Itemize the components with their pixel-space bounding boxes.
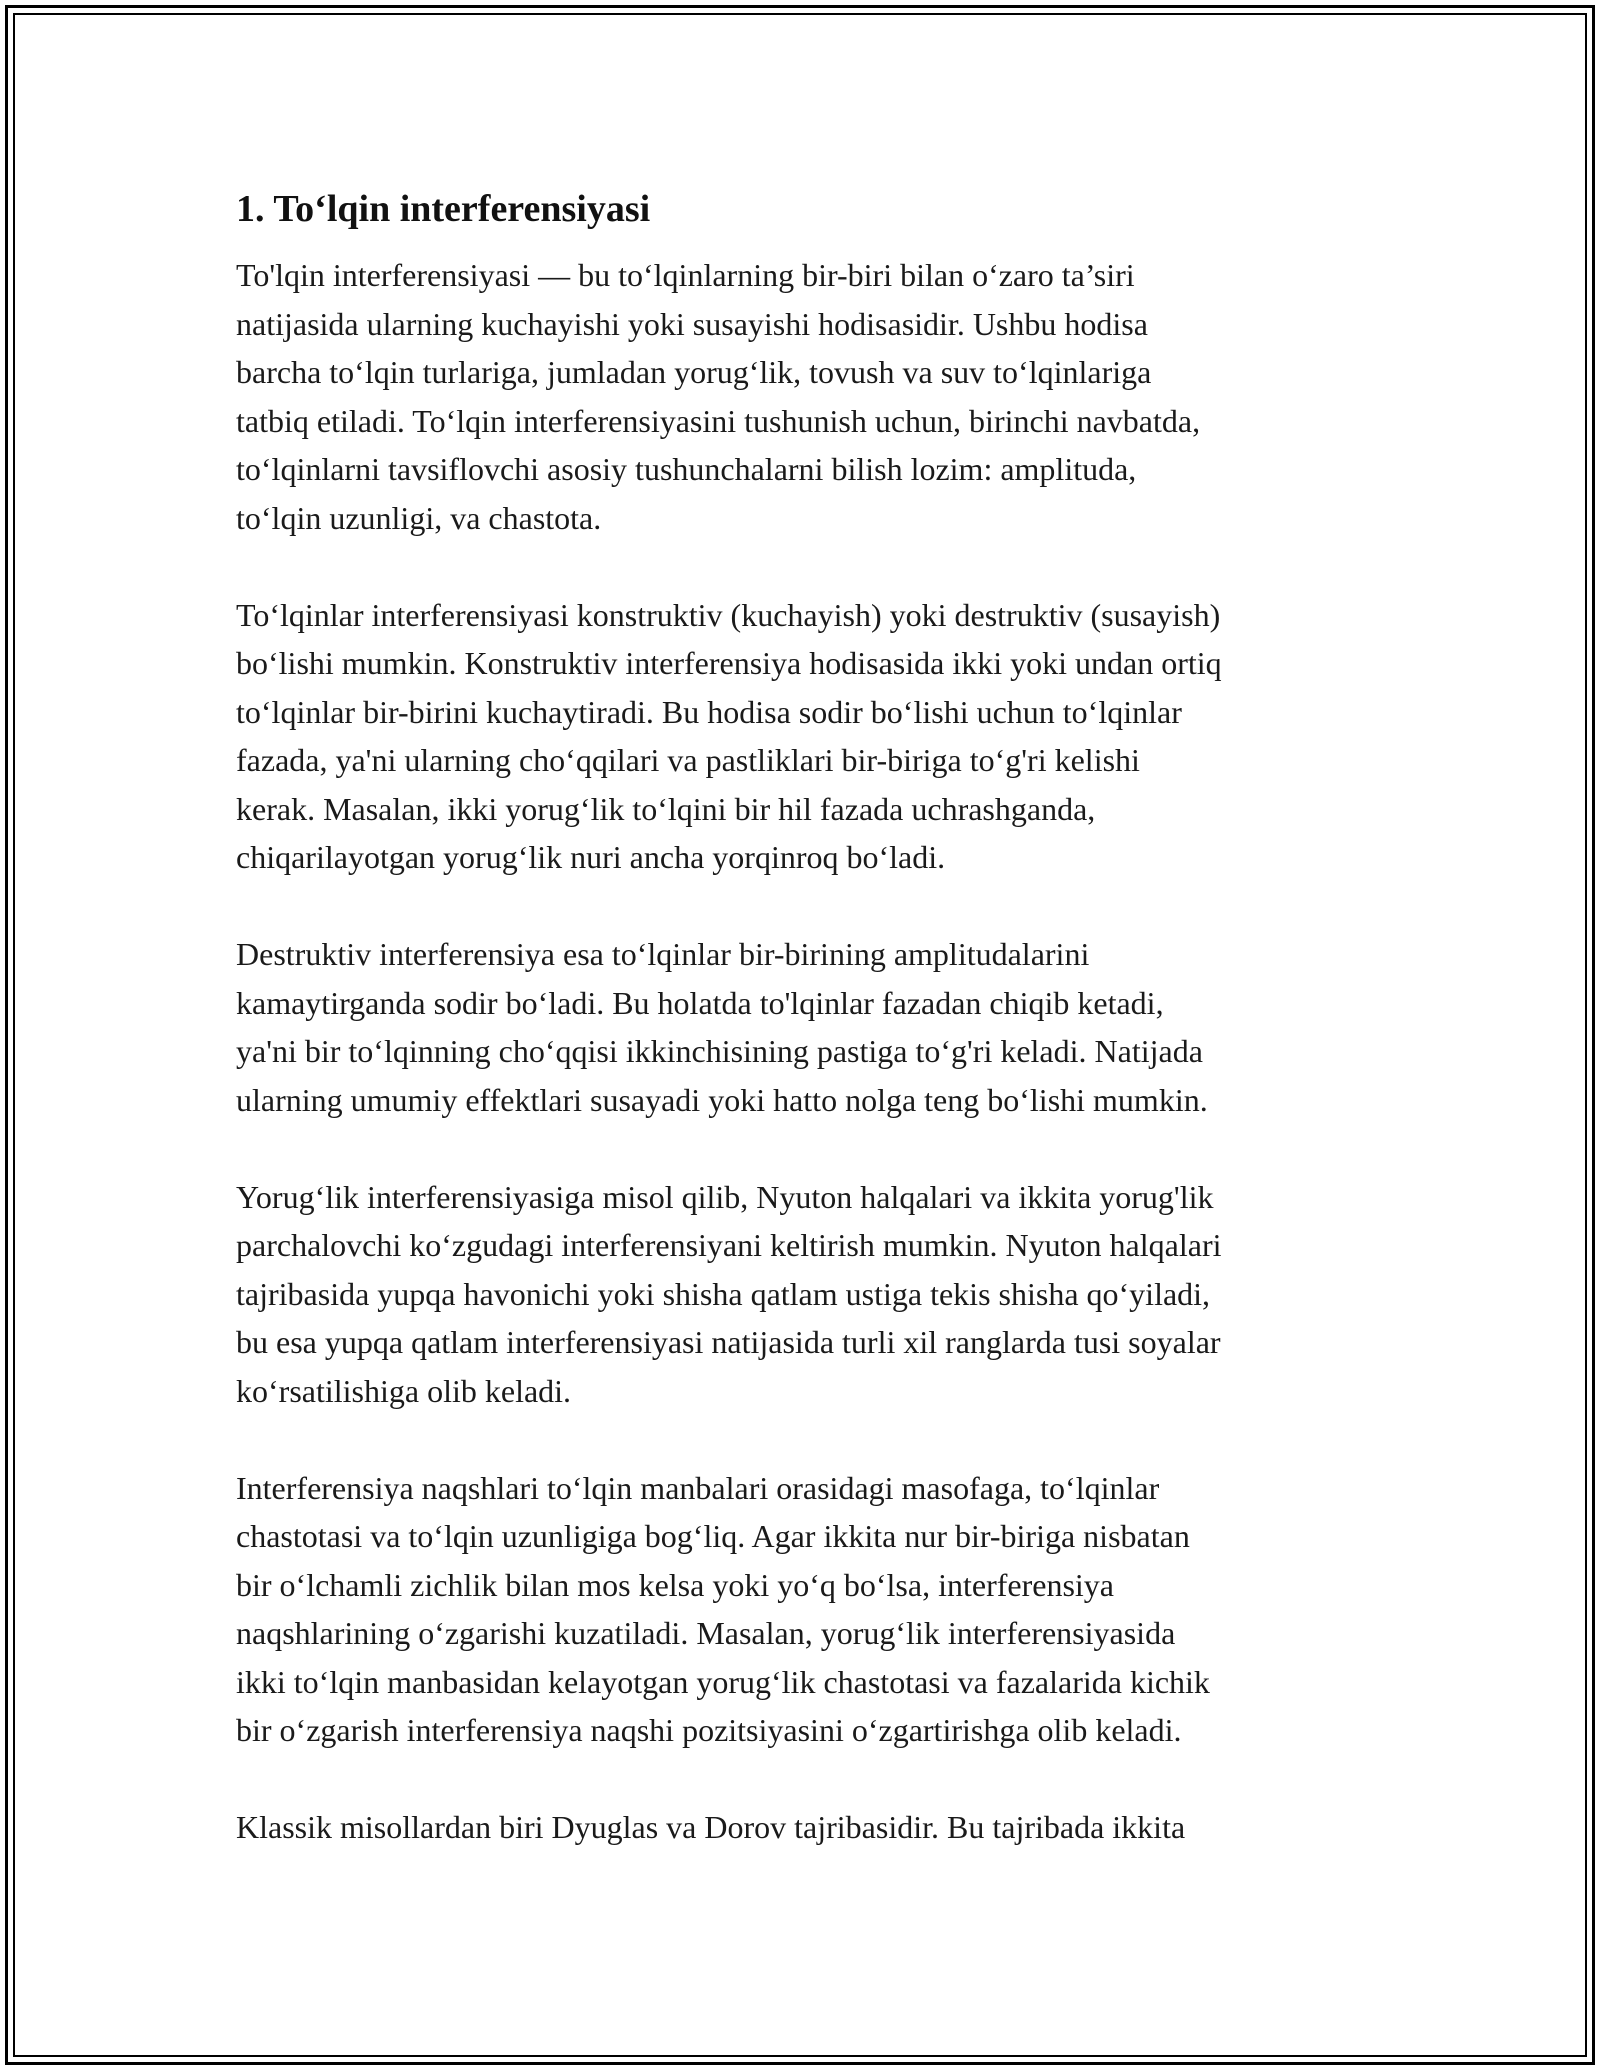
paragraph-classic-example: Klassik misollardan biri Dyuglas va Dorov tajribasidir. Bu tajribada ikkita: [236, 1809, 1186, 1845]
paragraph-destructive: Destruktiv interferensiya esa to‘lqinlar bir-birining amplitudalarini kamaytirganda sodir bo‘ladi. Bu holatda to'lqinlar fazadan chiqib ketadi, ya'ni bir to‘lqinning cho‘qqisi ikkinchisining pastiga to‘g'ri keladi. Natijada ularning umumiy effektlari susayadi yoki hatto nolga teng bo‘lishi mumkin.: [236, 936, 1208, 1118]
paragraph-newton-rings: Yorug‘lik interferensiyasiga misol qilib, Nyuton halqalari va ikkita yorug'lik parchalovchi ko‘zgudagi interferensiyani keltirish mumkin. Nyuton halqalari tajribasida yupqa havonichi yoki shisha qatlam ustiga tekis shisha qo‘yiladi, bu esa yupqa qatlam interferensiyasi natijasida turli xil ranglarda tusi soyalar ko‘rsatilishiga olib keladi.: [236, 1178, 1222, 1409]
paragraph-constructive: To‘lqinlar interferensiyasi konstruktiv (kuchayish) yoki destruktiv (susayish) bo‘lishi mumkin. Konstruktiv interferensiya hodisasida ikki yoki undan ortiq to‘lqinlar bir-birini kuchaytiradi. Bu hodisa sodir bo‘lishi uchun to‘lqinlar fazada, ya'ni ularning cho‘qqilari va pastliklari bir-biriga to‘g'ri kelishi kerak. Masalan, ikki yorug‘lik to‘lqini bir hil fazada uchrashganda, chiqarilayotgan yorug‘lik nuri ancha yorqinroq bo‘ladi.: [236, 596, 1222, 875]
paragraph-patterns: Interferensiya naqshlari to‘lqin manbalari orasidagi masofaga, to‘lqinlar chastotasi va to‘lqin uzunligiga bog‘liq. Agar ikkita nur bir-biriga nisbatan bir o‘lchamli zichlik bilan mos kelsa yoki yo‘q bo‘lsa, interferensiya naqshlarining o‘zgarishi kuzatiladi. Masalan, yorug‘lik interferensiyasida ikki to‘lqin manbasidan kelayotgan yorug‘lik chastotasi va fazalarida kichik bir o‘zgarish interferensiya naqshi pozitsiyasini o‘zgartirishga olib keladi.: [236, 1469, 1210, 1748]
document-body: [236, 185, 1386, 1900]
section-heading: 1. To‘lqin interferensiyasi: [236, 188, 651, 230]
paragraph-intro: To'lqin interferensiyasi — bu to‘lqinlarning bir-biri bilan o‘zaro ta’siri natijasida ularning kuchayishi yoki susayishi hodisasidir. Ushbu hodisa barcha to‘lqin turlariga, jumladan yorug‘lik, tovush va suv to‘lqinlariga tatbiq etiladi. To‘lqin interferensiyasini tushunish uchun, birinchi navbatda, to‘lqinlarni tavsiflovchi asosiy tushunchalarni bilish lozim: amplituda, to‘lqin uzunligi, va chastota.: [236, 257, 1201, 536]
